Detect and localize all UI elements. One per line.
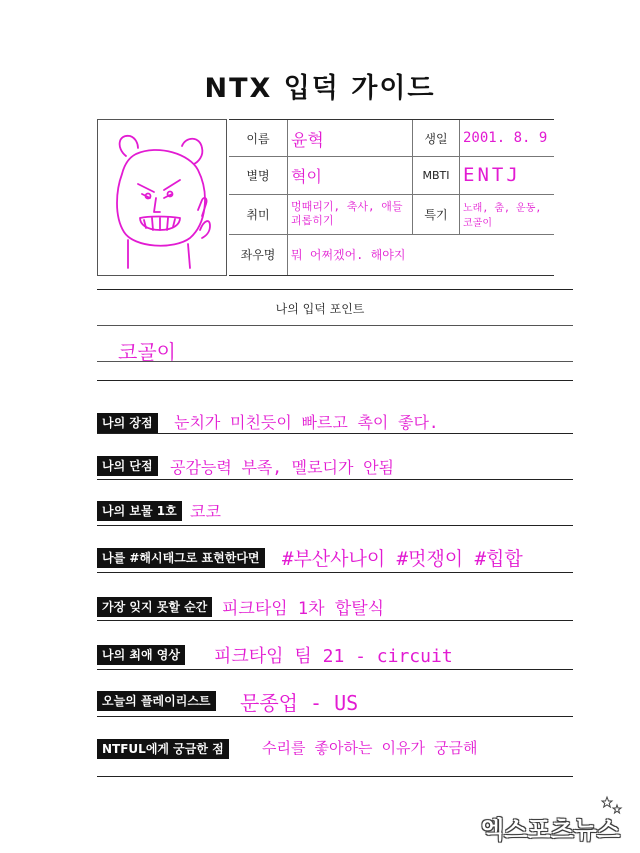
- divider: [97, 380, 573, 381]
- mbti-label: MBTI: [413, 156, 460, 194]
- qa-label: 나의 최애 영상: [97, 645, 185, 665]
- motto-label: 좌우명: [229, 234, 288, 275]
- profile-table: [229, 119, 554, 276]
- qa-label: 나의 장점: [97, 413, 158, 433]
- qa-answer: 피크타임 1차 합탈식: [222, 599, 385, 619]
- qa-label: 나를 #해시태그로 표현한다면: [97, 548, 265, 568]
- divider: [97, 479, 573, 480]
- qa-answer: 눈치가 미친듯이 빠르고 촉이 좋다.: [174, 413, 439, 432]
- points-value: 코골이: [118, 340, 176, 364]
- qa-answer: #부산사나이 #멋쟁이 #힙합: [282, 548, 523, 570]
- divider: [97, 433, 573, 434]
- profile-row-motto: [229, 234, 554, 275]
- profile-row-nickname: [229, 156, 554, 195]
- qa-label: 가장 잊지 못할 순간: [97, 597, 212, 617]
- divider: [97, 361, 573, 362]
- qa-answer: 수리를 좋아하는 이유가 궁금해: [262, 739, 478, 757]
- qa-answer: 문종업 - US: [240, 691, 359, 715]
- qa-answer: 피크타임 팀 21 - circuit: [214, 646, 453, 667]
- watermark-logo: 엑스포츠뉴스: [480, 816, 620, 844]
- qa-answer: 공감능력 부족, 멜로디가 안됨: [170, 458, 395, 477]
- divider: [97, 669, 573, 670]
- name-value: 윤혁: [287, 120, 413, 156]
- hobby-value: 멍때리기, 축사, 애들 괴롭히기: [287, 194, 413, 234]
- qa-label: NTFUL에게 궁금한 점: [97, 739, 229, 759]
- bear-doodle-icon: [98, 120, 226, 275]
- name-label: 이름: [229, 120, 288, 156]
- divider: [97, 289, 573, 290]
- divider: [97, 572, 573, 573]
- birthday-value: 2001. 8. 9: [463, 130, 548, 146]
- birthday-label: 생일: [413, 120, 460, 156]
- profile-photo: [97, 119, 227, 276]
- motto-value: 뭐 어쩌겠어. 해야지: [291, 248, 406, 262]
- profile-row-hobby: [229, 194, 554, 235]
- nickname-value: 혁이: [287, 156, 413, 194]
- divider: [97, 776, 573, 777]
- qa-answer: 코코: [190, 502, 221, 521]
- talent-label: 특기: [413, 194, 460, 234]
- profile-row-name: [229, 120, 554, 157]
- talent-value: 노래, 춤, 운동, 코골이: [463, 203, 542, 229]
- stars-icon: [600, 795, 624, 819]
- nickname-label: 별명: [229, 156, 288, 194]
- divider: [97, 716, 573, 717]
- qa-label: 나의 보물 1호: [97, 501, 182, 521]
- mbti-value: ENTJ: [463, 164, 521, 186]
- divider: [97, 620, 573, 621]
- points-title: 나의 입덕 포인트: [275, 302, 365, 316]
- divider: [97, 525, 573, 526]
- divider: [97, 325, 573, 326]
- qa-label: 나의 단점: [97, 456, 158, 476]
- page-title: NTX 입덕 가이드: [204, 73, 436, 104]
- qa-label: 오늘의 플레이리스트: [97, 691, 216, 711]
- hobby-label: 취미: [229, 194, 288, 234]
